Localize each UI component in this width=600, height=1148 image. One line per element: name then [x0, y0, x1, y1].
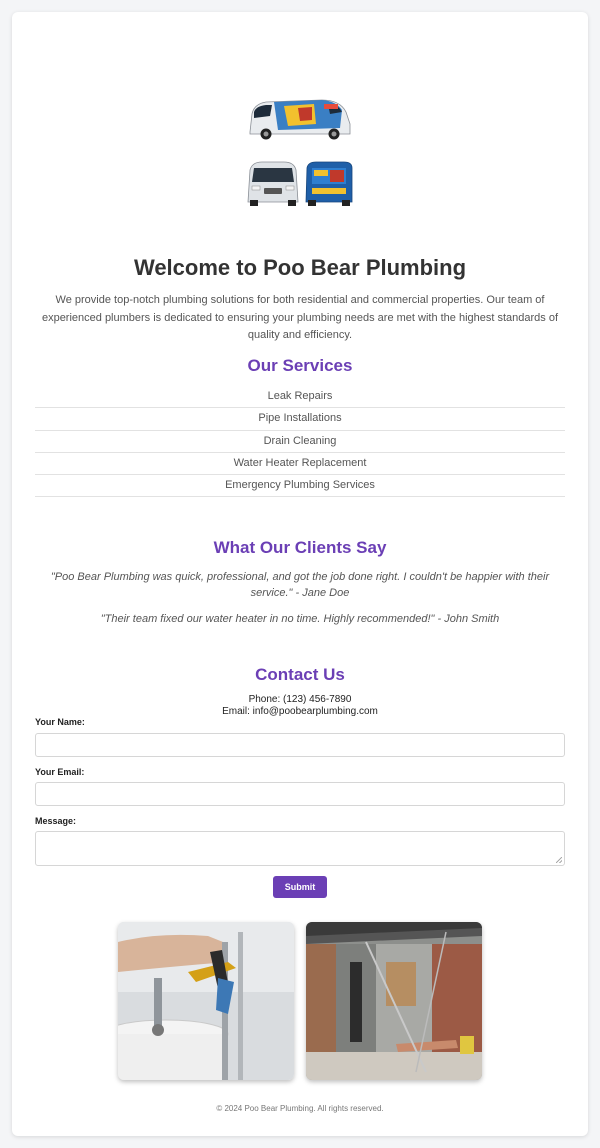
testimonials-heading: What Our Clients Say: [213, 538, 387, 557]
page-title: Welcome to Poo Bear Plumbing: [133, 255, 467, 280]
page-card: [12, 12, 588, 1136]
renovation-site-photo: [306, 922, 482, 1080]
name-label: Your Name:: [35, 717, 85, 727]
message-label: Message:: [35, 816, 77, 826]
name-field[interactable]: [35, 733, 565, 757]
renovation-site-image: [306, 922, 482, 1080]
service-item: Emergency Plumbing Services: [35, 475, 565, 497]
contact-heading: Contact Us: [255, 665, 345, 684]
van-fleet-logo: [244, 90, 356, 214]
service-item: Leak Repairs: [35, 386, 565, 408]
front-van-icon: [248, 162, 298, 206]
services-list: [35, 386, 565, 497]
services-heading: Our Services: [247, 356, 353, 375]
side-van-icon: [250, 100, 350, 140]
water-heater-photo: [118, 922, 294, 1080]
service-item: Drain Cleaning: [35, 431, 565, 453]
email-field[interactable]: [35, 782, 565, 806]
intro-paragraph: We provide top-notch plumbing solutions for both residential and commercial properties. Our team of experienced plumbers is dedicated to ensuring your plumbing needs are met with the highest standards of quality and efficiency.: [41, 294, 559, 341]
email-label: Your Email:: [35, 767, 85, 777]
footer-copyright: © 2024 Poo Bear Plumbing. All rights reserved.: [216, 1104, 384, 1113]
water-heater-image: [118, 922, 294, 1080]
submit-button[interactable]: Submit: [273, 876, 327, 898]
testimonial-quote: "Their team fixed our water heater in no time. Highly recommended!" - John Smith: [100, 613, 500, 625]
contact-email: Email: info@poobearplumbing.com: [222, 706, 378, 717]
service-item: Water Heater Replacement: [35, 453, 565, 475]
service-item: Pipe Installations: [35, 408, 565, 430]
testimonial-quote: "Poo Bear Plumbing was quick, professional, and got the job done right. I couldn't be happier with their service." - Jane Doe: [50, 571, 550, 599]
contact-phone: Phone: (123) 456-7890: [248, 694, 352, 705]
message-textarea[interactable]: [35, 831, 565, 866]
resize-handle-icon[interactable]: [556, 857, 562, 863]
rear-van-icon: [306, 162, 352, 206]
